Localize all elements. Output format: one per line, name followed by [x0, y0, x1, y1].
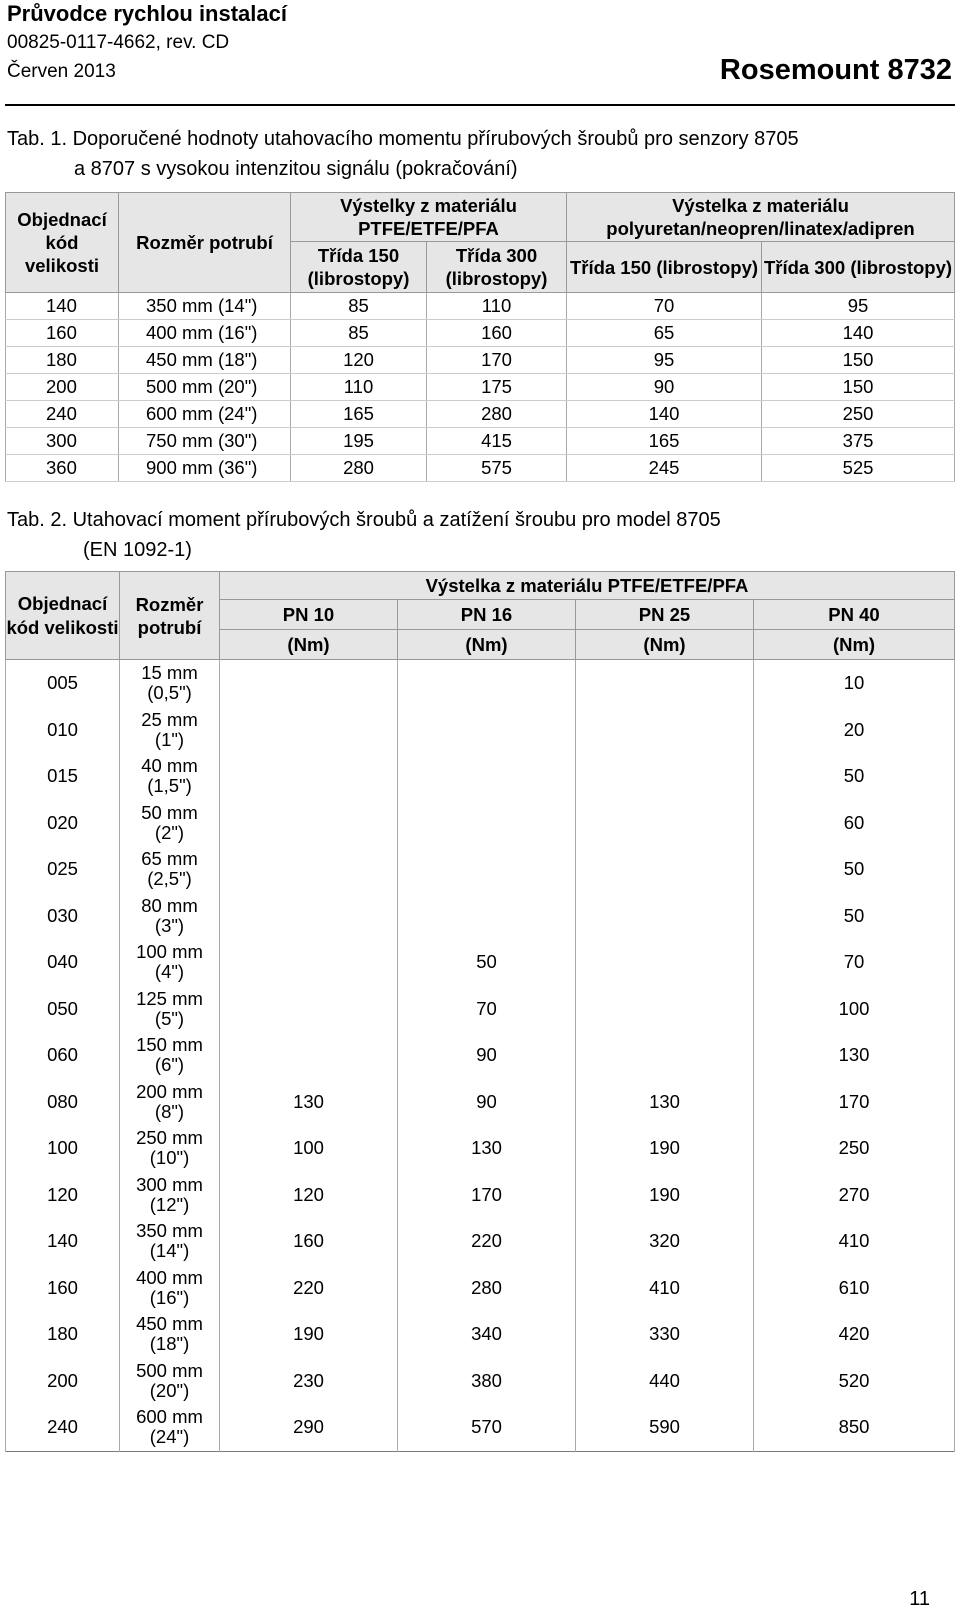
- table2-unit-pn10: (Nm): [220, 630, 398, 660]
- table-cell: 110: [291, 374, 427, 401]
- table-cell-code: 030: [6, 893, 120, 940]
- pipe-size-inch: (1"): [154, 728, 185, 750]
- table-cell-code: 180: [6, 1311, 120, 1358]
- table-cell: 900 mm (36"): [119, 455, 291, 482]
- table-cell-pn10: [220, 939, 398, 986]
- table-cell-code: 080: [6, 1079, 120, 1126]
- table-cell-code: 100: [6, 1125, 120, 1172]
- table-cell-pn10: [220, 986, 398, 1033]
- table-cell-code: 050: [6, 986, 120, 1033]
- table-cell-size: [120, 660, 220, 707]
- table-cell-pn25: 130: [576, 1079, 754, 1126]
- header-left: [7, 0, 287, 86]
- table1-caption-line1: Tab. 1. Doporučené hodnoty utahovacího momentu přírubových šroubů pro senzory 8705: [7, 128, 799, 150]
- table-cell-pn40: 610: [754, 1265, 955, 1312]
- page-number: 11: [909, 1588, 930, 1610]
- table-cell-pn40: 100: [754, 986, 955, 1033]
- table-cell-pn25: [576, 939, 754, 986]
- table-cell-pn16: 570: [398, 1404, 576, 1451]
- table-cell-size: [120, 1079, 220, 1126]
- table-row: [6, 753, 955, 800]
- table-cell-pn25: 190: [576, 1125, 754, 1172]
- table-cell-pn10: [220, 660, 398, 707]
- table-cell-pn10: 120: [220, 1172, 398, 1219]
- table-cell-pn25: [576, 846, 754, 893]
- table-row: [6, 660, 955, 707]
- table-cell-pn10: 130: [220, 1079, 398, 1126]
- table-cell-pn10: 160: [220, 1218, 398, 1265]
- table-cell: 500 mm (20"): [119, 374, 291, 401]
- table-cell-pn10: 230: [220, 1358, 398, 1405]
- table2-header-code: Objednací kód velikosti: [6, 572, 120, 660]
- table1-header-g2-class150: Třída 150 (librostopy): [567, 242, 762, 293]
- table-cell-pn10: 220: [220, 1265, 398, 1312]
- table-cell-code: 160: [6, 1265, 120, 1312]
- table-cell-pn10: [220, 800, 398, 847]
- table-cell-pn10: 290: [220, 1404, 398, 1451]
- table2-unit-pn25: (Nm): [576, 630, 754, 660]
- table-cell-pn40: 130: [754, 1032, 955, 1079]
- table-cell: 85: [291, 293, 427, 320]
- table-cell-pn40: 20: [754, 707, 955, 754]
- table-row: [6, 846, 955, 893]
- pipe-size-mm: 80 mm: [141, 894, 198, 916]
- table-cell-pn10: [220, 1032, 398, 1079]
- pipe-size-inch: (5"): [154, 1007, 185, 1029]
- pipe-size-mm: 350 mm: [136, 1220, 203, 1242]
- table-cell-pn16: 280: [398, 1265, 576, 1312]
- table-cell-pn16: 50: [398, 939, 576, 986]
- product-name: Rosemount 8732: [719, 54, 952, 86]
- table-cell-pn10: [220, 846, 398, 893]
- table-cell-size: [120, 846, 220, 893]
- table2-header-pn25: PN 25: [576, 600, 754, 630]
- pipe-size-inch: (10"): [149, 1147, 190, 1169]
- table-cell-code: 025: [6, 846, 120, 893]
- table-cell: 245: [567, 455, 762, 482]
- table-cell-size: [120, 707, 220, 754]
- table-cell-size: [120, 1125, 220, 1172]
- table-cell: 300: [6, 428, 119, 455]
- table-row: [6, 293, 955, 320]
- table-row: [6, 347, 955, 374]
- table-cell: 120: [291, 347, 427, 374]
- table1-header-code: Objednací kód velikosti: [6, 193, 119, 293]
- document-title: Průvodce rychlou instalací: [7, 1, 287, 26]
- table-cell-pn25: [576, 660, 754, 707]
- table-cell: 165: [291, 401, 427, 428]
- table-cell: 180: [6, 347, 119, 374]
- table2-header-pn40: PN 40: [754, 600, 955, 630]
- pipe-size-inch: (1,5"): [147, 775, 192, 797]
- table-cell-pn16: 340: [398, 1311, 576, 1358]
- table-cell-pn25: [576, 707, 754, 754]
- table-cell: 575: [427, 455, 567, 482]
- table-cell: 95: [762, 293, 955, 320]
- table-cell: 95: [567, 347, 762, 374]
- table-cell-pn16: [398, 800, 576, 847]
- table-row: [6, 1311, 955, 1358]
- table2-unit-pn40: (Nm): [754, 630, 955, 660]
- table-cell: 750 mm (30"): [119, 428, 291, 455]
- table-cell-pn10: [220, 893, 398, 940]
- table-cell-pn25: 440: [576, 1358, 754, 1405]
- table-cell: 65: [567, 320, 762, 347]
- pipe-size-inch: (8"): [154, 1100, 185, 1122]
- table-cell-size: [120, 1218, 220, 1265]
- table-cell-code: 060: [6, 1032, 120, 1079]
- table-row: [6, 1265, 955, 1312]
- table-cell-pn16: [398, 707, 576, 754]
- table-cell: 250: [762, 401, 955, 428]
- table-row: [6, 1079, 955, 1126]
- table-cell-size: [120, 939, 220, 986]
- table-cell-size: [120, 1265, 220, 1312]
- table-cell: 70: [567, 293, 762, 320]
- table-cell: 150: [762, 374, 955, 401]
- table-cell: 110: [427, 293, 567, 320]
- table-cell-pn40: 250: [754, 1125, 955, 1172]
- table-cell: 240: [6, 401, 119, 428]
- table-cell-pn25: [576, 986, 754, 1033]
- table-cell-pn40: 520: [754, 1358, 955, 1405]
- table-cell-size: [120, 986, 220, 1033]
- pipe-size-inch: (18"): [149, 1333, 190, 1355]
- table-cell-pn16: [398, 846, 576, 893]
- table-cell: 140: [762, 320, 955, 347]
- table-cell: 360: [6, 455, 119, 482]
- document-number: 00825-0117-4662, rev. CD: [7, 32, 230, 53]
- table2-header-pn16: PN 16: [398, 600, 576, 630]
- pipe-size-mm: 150 mm: [136, 1034, 203, 1056]
- table-cell-pn40: 850: [754, 1404, 955, 1451]
- table-cell: 90: [567, 374, 762, 401]
- pipe-size-mm: 65 mm: [141, 848, 198, 870]
- pipe-size-mm: 15 mm: [141, 662, 198, 684]
- table-cell-code: 240: [6, 1404, 120, 1451]
- table2-header-pn10: PN 10: [220, 600, 398, 630]
- table-cell: 150: [762, 347, 955, 374]
- table-row: [6, 986, 955, 1033]
- table-cell-pn16: 70: [398, 986, 576, 1033]
- pipe-size-mm: 50 mm: [141, 801, 198, 823]
- pipe-size-mm: 25 mm: [141, 708, 198, 730]
- table-cell-pn40: 50: [754, 893, 955, 940]
- pipe-size-mm: 40 mm: [141, 755, 198, 777]
- table-cell-pn16: 90: [398, 1079, 576, 1126]
- table-cell-pn40: 270: [754, 1172, 955, 1219]
- table2-header-size: Rozměr potrubí: [120, 572, 220, 660]
- table-cell: 85: [291, 320, 427, 347]
- table1-header-group1: Výstelky z materiálu PTFE/ETFE/PFA: [291, 193, 567, 242]
- table-cell-pn25: [576, 1032, 754, 1079]
- table-cell-pn25: 330: [576, 1311, 754, 1358]
- table-cell-pn16: [398, 893, 576, 940]
- table2-unit-pn16: (Nm): [398, 630, 576, 660]
- pipe-size-mm: 450 mm: [136, 1313, 203, 1335]
- table-cell-code: 010: [6, 707, 120, 754]
- table2-caption-line2: (EN 1092-1): [83, 539, 192, 561]
- table-row: [6, 939, 955, 986]
- pipe-size-inch: (2"): [154, 821, 185, 843]
- pipe-size-inch: (0,5"): [147, 682, 192, 704]
- table-cell-pn10: 190: [220, 1311, 398, 1358]
- table1: [5, 192, 955, 482]
- pipe-size-inch: (4"): [154, 961, 185, 983]
- pipe-size-mm: 500 mm: [136, 1359, 203, 1381]
- table-cell-pn25: 590: [576, 1404, 754, 1451]
- table2-caption: [7, 505, 721, 565]
- table-cell-pn10: 100: [220, 1125, 398, 1172]
- table-row: [6, 707, 955, 754]
- table-cell-code: 040: [6, 939, 120, 986]
- table-cell-code: 140: [6, 1218, 120, 1265]
- table-cell-pn25: 410: [576, 1265, 754, 1312]
- table-cell: 140: [6, 293, 119, 320]
- table-cell-pn40: 60: [754, 800, 955, 847]
- pipe-size-mm: 400 mm: [136, 1266, 203, 1288]
- table-cell-code: 200: [6, 1358, 120, 1405]
- table-row: [6, 1358, 955, 1405]
- table1-header-g1-class150: Třída 150 (librostopy): [291, 242, 427, 293]
- pipe-size-inch: (20"): [149, 1379, 190, 1401]
- table1-caption-line2: a 8707 s vysokou intenzitou signálu (pokračování): [74, 158, 518, 180]
- pipe-size-mm: 200 mm: [136, 1080, 203, 1102]
- table-cell-pn25: [576, 800, 754, 847]
- table-row: [6, 893, 955, 940]
- table-row: [6, 1218, 955, 1265]
- table-cell-pn16: 380: [398, 1358, 576, 1405]
- header-divider: [5, 104, 955, 106]
- table-cell-pn40: 170: [754, 1079, 955, 1126]
- table-cell-size: [120, 1032, 220, 1079]
- table-cell-pn16: [398, 660, 576, 707]
- table-cell-code: 015: [6, 753, 120, 800]
- table-cell: 400 mm (16"): [119, 320, 291, 347]
- table-cell: 140: [567, 401, 762, 428]
- pipe-size-inch: (16"): [149, 1286, 190, 1308]
- table-cell: 280: [427, 401, 567, 428]
- table-cell-pn10: [220, 753, 398, 800]
- table-cell-size: [120, 753, 220, 800]
- table-row: [6, 1125, 955, 1172]
- table-cell-pn25: 190: [576, 1172, 754, 1219]
- document-date: Červen 2013: [7, 61, 116, 82]
- pipe-size-inch: (12"): [149, 1193, 190, 1215]
- table-cell-pn10: [220, 707, 398, 754]
- table-row: [6, 374, 955, 401]
- table-cell-pn16: [398, 753, 576, 800]
- table-cell: 175: [427, 374, 567, 401]
- pipe-size-inch: (3"): [154, 914, 185, 936]
- table-cell: 600 mm (24"): [119, 401, 291, 428]
- table-cell-size: [120, 1358, 220, 1405]
- table-cell-pn16: 130: [398, 1125, 576, 1172]
- table2-header-group: Výstelka z materiálu PTFE/ETFE/PFA: [220, 572, 955, 600]
- table-row: [6, 320, 955, 347]
- table-row: [6, 401, 955, 428]
- table-cell: 195: [291, 428, 427, 455]
- table-cell: 450 mm (18"): [119, 347, 291, 374]
- table-cell-size: [120, 800, 220, 847]
- table-cell-code: 020: [6, 800, 120, 847]
- table-cell-size: [120, 1404, 220, 1451]
- table-cell-code: 120: [6, 1172, 120, 1219]
- pipe-size-mm: 100 mm: [136, 941, 203, 963]
- table-cell: 415: [427, 428, 567, 455]
- table-cell: 160: [427, 320, 567, 347]
- table1-header-g1-class300: Třída 300 (librostopy): [427, 242, 567, 293]
- table-cell-code: 005: [6, 660, 120, 707]
- pipe-size-inch: (6"): [154, 1054, 185, 1076]
- pipe-size-mm: 125 mm: [136, 987, 203, 1009]
- table-cell: 170: [427, 347, 567, 374]
- table-cell: 525: [762, 455, 955, 482]
- table1-header-g2-class300: Třída 300 (librostopy): [762, 242, 955, 293]
- table-row: [6, 455, 955, 482]
- table-row: [6, 1032, 955, 1079]
- table-cell-pn25: [576, 893, 754, 940]
- table2-caption-line1: Tab. 2. Utahovací moment přírubových šroubů a zatížení šroubu pro model 8705: [7, 509, 721, 531]
- table-cell-pn40: 50: [754, 753, 955, 800]
- table-cell-size: [120, 893, 220, 940]
- table-cell-pn16: 220: [398, 1218, 576, 1265]
- table-cell-pn16: 170: [398, 1172, 576, 1219]
- pipe-size-inch: (2,5"): [147, 868, 192, 890]
- pipe-size-mm: 250 mm: [136, 1127, 203, 1149]
- pipe-size-inch: (24"): [149, 1426, 190, 1448]
- table1-header-size: Rozměr potrubí: [119, 193, 291, 293]
- table1-header-group2: Výstelka z materiálu polyuretan/neopren/linatex/adipren: [567, 193, 955, 242]
- table-cell-pn40: 10: [754, 660, 955, 707]
- table-cell: 350 mm (14"): [119, 293, 291, 320]
- table-row: [6, 1404, 955, 1451]
- table-cell: 165: [567, 428, 762, 455]
- table-cell: 160: [6, 320, 119, 347]
- pipe-size-mm: 600 mm: [136, 1406, 203, 1428]
- table-row: [6, 1172, 955, 1219]
- table-cell-pn25: [576, 753, 754, 800]
- table2: [5, 571, 955, 1452]
- table-cell-pn40: 70: [754, 939, 955, 986]
- table-cell-pn25: 320: [576, 1218, 754, 1265]
- table-cell-size: [120, 1172, 220, 1219]
- table-cell-size: [120, 1311, 220, 1358]
- table-cell: 280: [291, 455, 427, 482]
- table-cell: 200: [6, 374, 119, 401]
- pipe-size-inch: (14"): [149, 1240, 190, 1262]
- table-cell-pn40: 50: [754, 846, 955, 893]
- table-cell-pn40: 410: [754, 1218, 955, 1265]
- table-cell-pn16: 90: [398, 1032, 576, 1079]
- pipe-size-mm: 300 mm: [136, 1173, 203, 1195]
- table-cell: 375: [762, 428, 955, 455]
- table1-caption: [7, 124, 799, 184]
- table-row: [6, 428, 955, 455]
- table-row: [6, 800, 955, 847]
- table-cell-pn40: 420: [754, 1311, 955, 1358]
